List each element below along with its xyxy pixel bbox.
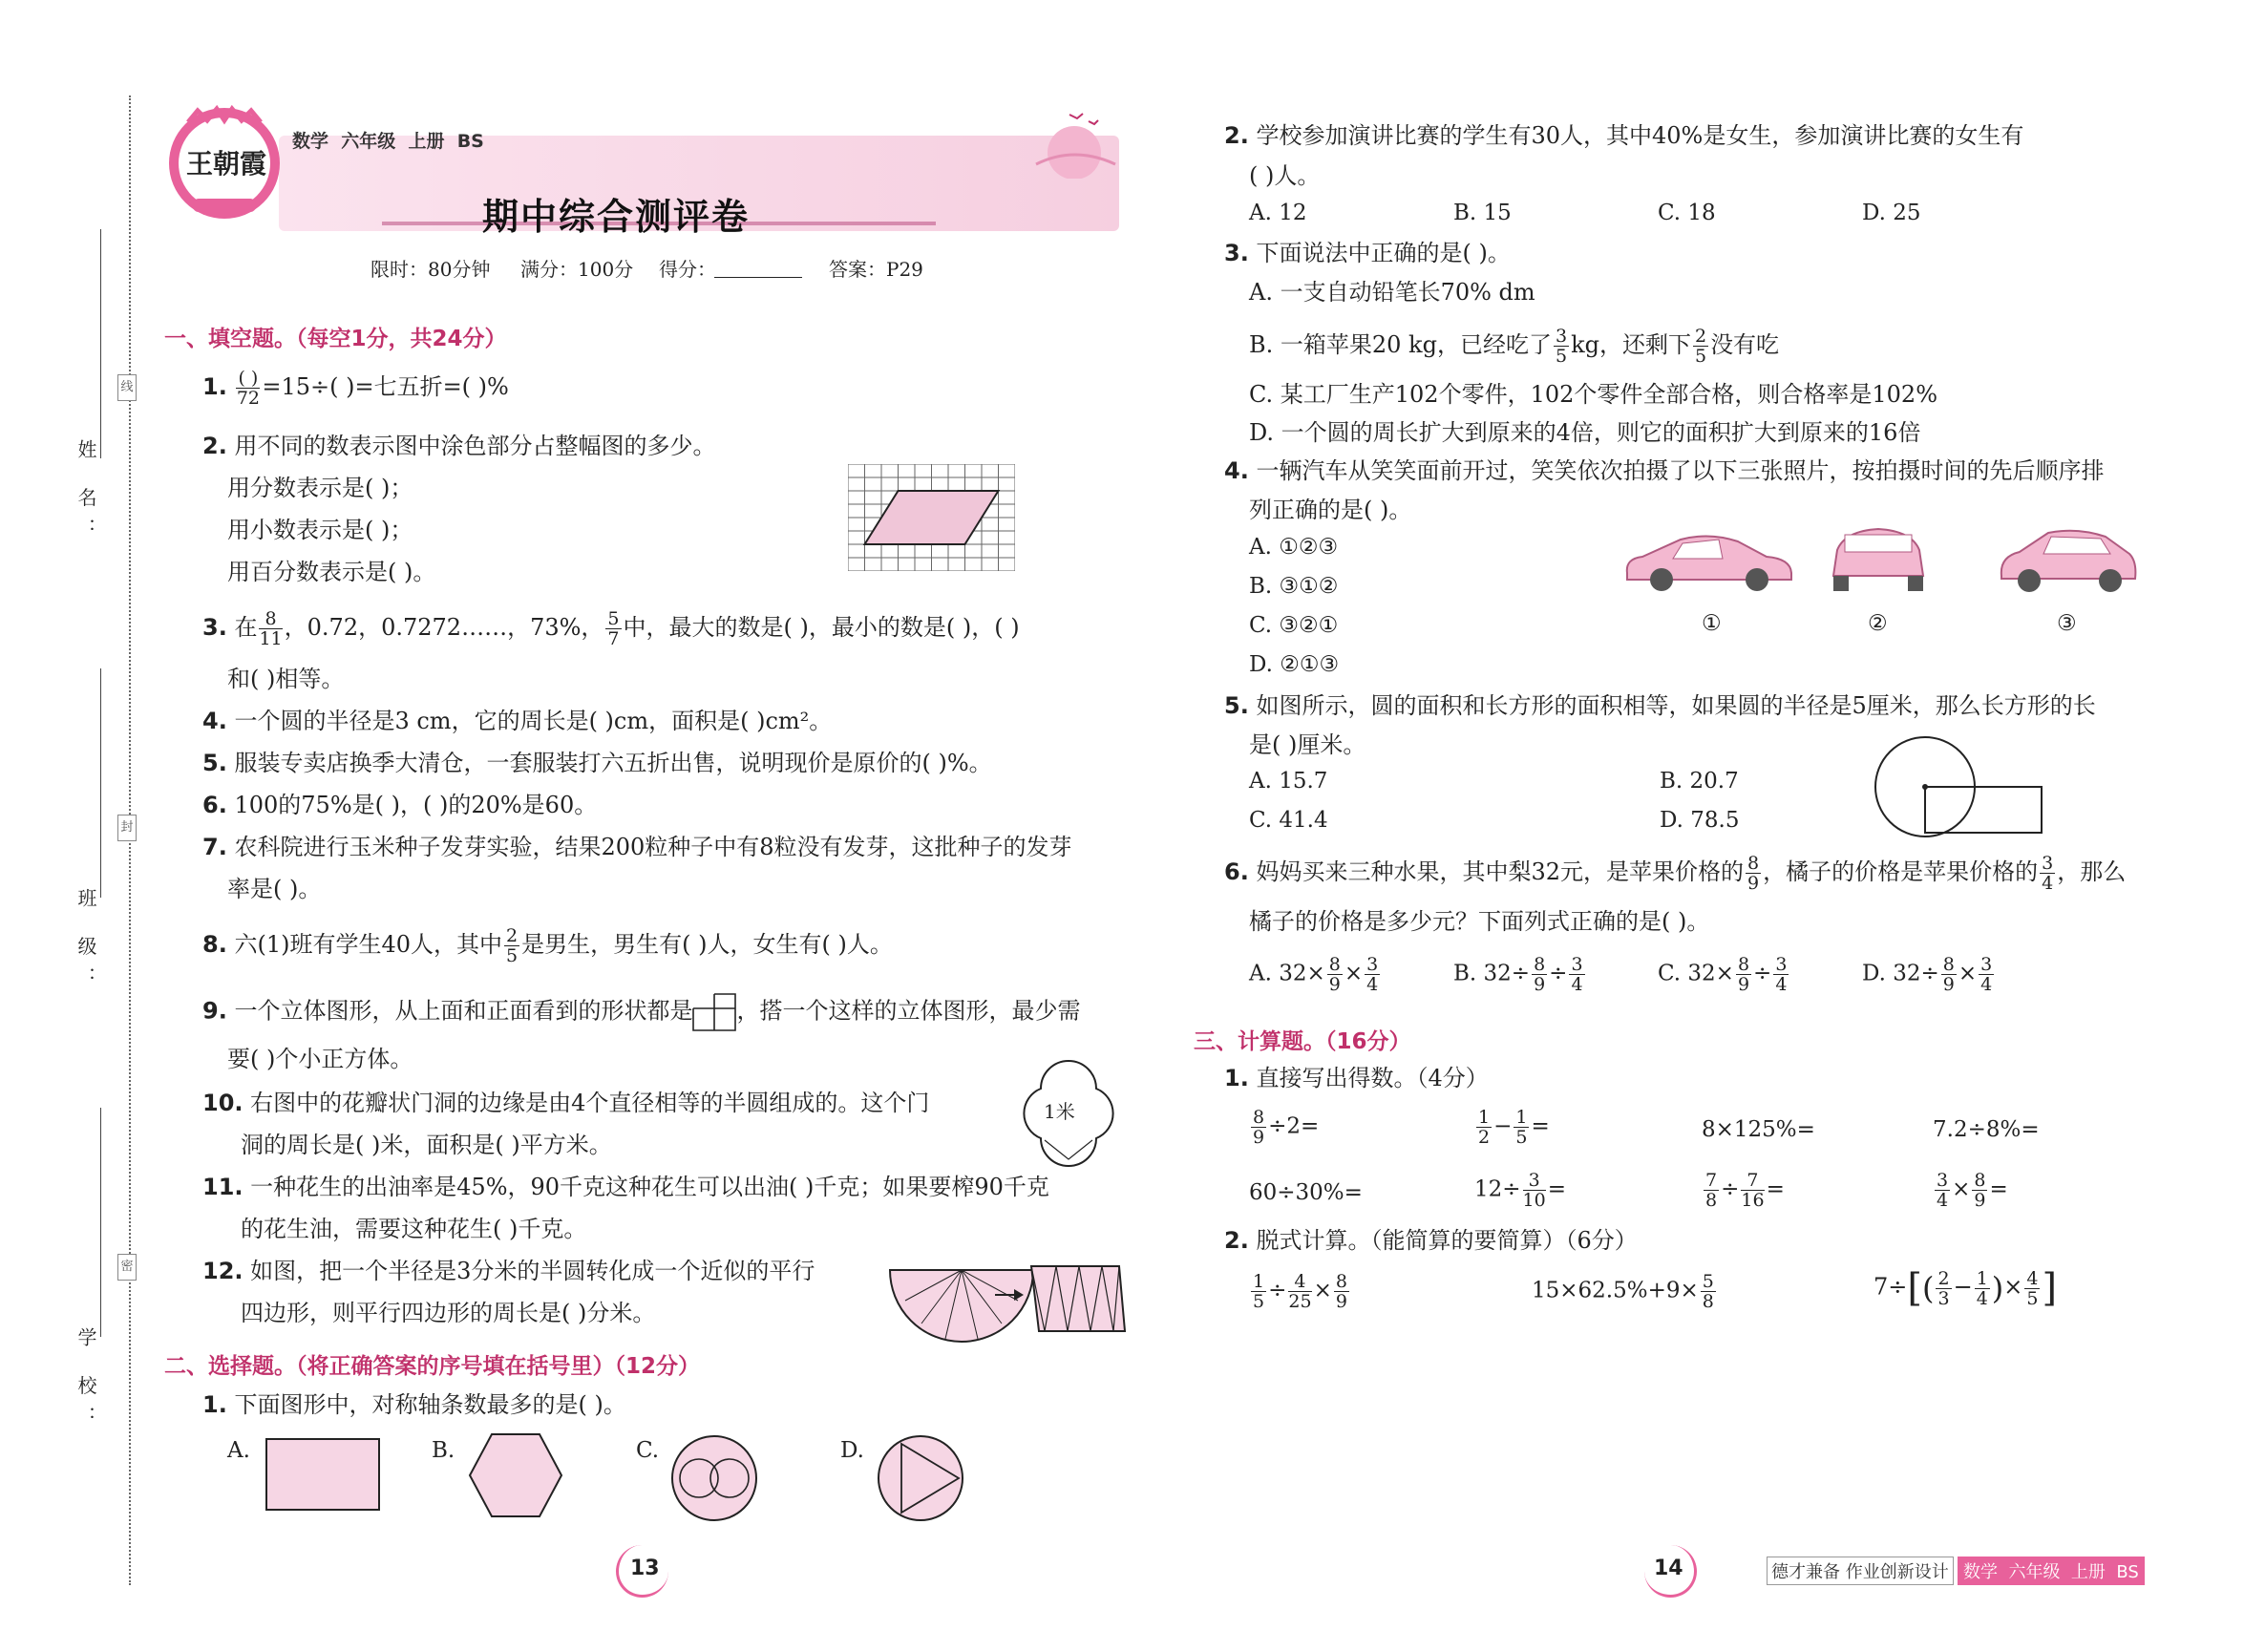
grid-parallelogram-figure xyxy=(848,464,1015,575)
binding-rule-name xyxy=(100,229,101,458)
s2-q3-opt-a[interactable]: A. 一支自动铅笔长70% dm xyxy=(1249,279,1535,306)
info-answer: 答案：P29 xyxy=(829,258,923,281)
hexagon-figure xyxy=(468,1432,563,1522)
page-title: 期中综合测评卷 xyxy=(482,196,751,238)
car-rear-figure xyxy=(1826,523,1931,604)
s2-q4-opt-b[interactable]: B. ③①② xyxy=(1249,574,1339,599)
q12-text: 12. 如图，把一个半径是3分米的半圆转化成一个近似的平行 xyxy=(202,1258,815,1284)
q4-text: 4. 一个圆的半径是3 cm，它的周长是( )cm，面积是( )cm²。 xyxy=(202,708,833,734)
q1-fraction: $\frac{( )}{72}$ xyxy=(236,368,260,409)
flower-label: 1米 xyxy=(1044,1100,1075,1123)
page-number-right: 14 xyxy=(1654,1557,1683,1580)
s2-q2-opt-b[interactable]: B. 15 xyxy=(1453,201,1512,225)
q9-line2: 要( )个小正方体。 xyxy=(227,1046,413,1072)
rectangle-figure xyxy=(265,1438,380,1511)
s2-q4-opt-c[interactable]: C. ③②① xyxy=(1249,613,1339,638)
s2-q1-opt-d[interactable]: D. xyxy=(840,1438,864,1463)
s2-q5-opt-a[interactable]: A. 15.7 xyxy=(1249,769,1328,794)
s2-q5-opt-c[interactable]: C. 41.4 xyxy=(1249,808,1328,833)
s2-q6-opt-b[interactable]: B. 32÷ $\frac{8}{9}$ ÷ $\frac{3}{4}$ xyxy=(1453,954,1583,995)
car-label-1: ① xyxy=(1702,611,1722,636)
s2-q2-line2: ( )人。 xyxy=(1249,162,1321,189)
section3-title: 三、计算题。（16分） xyxy=(1194,1029,1411,1054)
q3-text: 3. 在 $\frac{8}{11}$ ，0.72，0.7272……，73%， $\frac{5}{7}$ 中，最大的数是( )，最小的数是( )，( ) xyxy=(202,608,1020,649)
s2-q5-text: 5. 如图所示，圆的面积和长方形的面积相等，如果圆的半径是5厘米，那么长方形的长 xyxy=(1224,692,2096,719)
car-front-figure xyxy=(1996,523,2139,604)
subject-line: 数学 六年级 上册 BS xyxy=(292,131,484,152)
info-score: 满分：100分 xyxy=(520,258,634,281)
calc-5: 60÷30%= xyxy=(1249,1180,1363,1205)
q1-rest: =15÷( )=七五折=( )% xyxy=(262,373,509,400)
s2-q1-text: 1. 下面图形中，对称轴条数最多的是( )。 xyxy=(202,1391,626,1418)
circle-rectangle-figure xyxy=(1874,735,2045,844)
s2-q1-opt-a[interactable]: A. xyxy=(227,1438,250,1463)
seal-mark-seal: 封 xyxy=(117,815,137,841)
q11-line2: 的花生油，需要这种花生( )千克。 xyxy=(241,1216,587,1242)
s2-q2-opt-c[interactable]: C. 18 xyxy=(1658,201,1716,225)
info-got: 得分： xyxy=(659,258,716,281)
calc-3: 8×125%= xyxy=(1702,1117,1815,1142)
s2-q2-text: 2. 学校参加演讲比赛的学生有30人，其中40%是女生，参加演讲比赛的女生有 xyxy=(1224,122,2024,149)
expr-3: 7÷[( $\frac{2}{3}$ − $\frac{1}{4}$ )× $\frac{4}{5}$ ] xyxy=(1874,1266,2058,1310)
school-label: 学 校： xyxy=(74,1327,97,1437)
q2-line2: 用小数表示是( )； xyxy=(227,517,413,543)
section2-title: 二、选择题。（将正确答案的序号填在括号里）（12分） xyxy=(164,1354,701,1379)
s2-q6-line2: 橘子的价格是多少元？下面列式正确的是( )。 xyxy=(1249,908,1710,935)
q11-text: 11. 一种花生的出油率是45%，90千克这种花生可以出油( )千克；如果要榨90千克 xyxy=(202,1174,1049,1200)
s2-q4-line2: 列正确的是( )。 xyxy=(1249,497,1412,523)
q2-line1: 用分数表示是( )； xyxy=(227,475,413,501)
seal-mark-close: 密 xyxy=(117,1254,137,1281)
circle-with-triangle-figure xyxy=(875,1432,966,1528)
s2-q2-opt-d[interactable]: D. 25 xyxy=(1862,201,1921,225)
s2-q4-opt-d[interactable]: D. ②①③ xyxy=(1249,652,1340,677)
s2-q3-opt-b[interactable]: B. 一箱苹果20 kg，已经吃了 $\frac{3}{5}$ kg，还剩下 $\frac{2}{5}$ 没有吃 xyxy=(1249,326,1780,367)
logo-text: 王朝霞 xyxy=(185,148,266,180)
semicircle-to-parallelogram-figure xyxy=(888,1259,1127,1358)
calc-7: $\frac{7}{8}$ ÷ $\frac{7}{16}$ = xyxy=(1705,1170,1785,1211)
car-label-3: ③ xyxy=(2057,611,2077,636)
q10-line2: 洞的周长是( )米，面积是( )平方米。 xyxy=(241,1132,612,1158)
car-label-2: ② xyxy=(1868,611,1888,636)
calc-4: 7.2÷8%= xyxy=(1933,1117,2040,1142)
s2-q4-text: 4. 一辆汽车从笑笑面前开过，笑笑依次拍摄了以下三张照片，按拍摄时间的先后顺序排 xyxy=(1224,457,2105,484)
q5-text: 5. 服装专卖店换季大清仓，一套服装打六五折出售，说明现价是原价的( )%。 xyxy=(202,750,992,776)
s2-q3-opt-c[interactable]: C. 某工厂生产102个零件，102个零件全部合格，则合格率是102% xyxy=(1249,381,1937,408)
q7-line2: 率是( )。 xyxy=(227,876,322,902)
info-time: 限时：80分钟 xyxy=(370,258,491,281)
score-blank[interactable] xyxy=(714,277,802,278)
header-decoration xyxy=(1031,107,1117,179)
page-number-left: 13 xyxy=(630,1557,660,1580)
expr-2: 15×62.5%+9× $\frac{5}{8}$ xyxy=(1532,1271,1714,1312)
page-number-left-arc xyxy=(616,1545,668,1598)
q12-line2: 四边形，则平行四边形的周长是( )分米。 xyxy=(241,1300,656,1326)
q2-text: 2. 用不同的数表示图中涂色部分占整幅图的多少。 xyxy=(202,433,716,459)
q3-line2: 和( )相等。 xyxy=(227,666,345,692)
q9-text: 9. 一个立体图形，从上面和正面看到的形状都是 ，搭一个这样的立体图形，最少需 xyxy=(202,993,1080,1031)
car-side-figure xyxy=(1623,530,1795,601)
section1-title: 一、填空题。（每空1分，共24分） xyxy=(164,327,507,351)
q7-text: 7. 农科院进行玉米种子发芽实验，结果200粒种子中有8粒没有发芽，这批种子的发芽 xyxy=(202,834,1072,860)
binding-rule-school xyxy=(100,1108,101,1337)
s2-q6-text: 6. 妈妈买来三种水果，其中梨32元，是苹果价格的 $\frac{8}{9}$ ，橘子的价格是苹果价格的 $\frac{3}{4}$ ，那么 xyxy=(1224,853,2127,894)
calc-6: 12÷ $\frac{3}{10}$ = xyxy=(1474,1170,1567,1211)
calc-2: $\frac{1}{2}$ − $\frac{1}{5}$ = xyxy=(1478,1107,1550,1148)
calc-8: $\frac{3}{4}$ × $\frac{8}{9}$ = xyxy=(1937,1170,2008,1211)
s2-q6-opt-c[interactable]: C. 32× $\frac{8}{9}$ ÷ $\frac{3}{4}$ xyxy=(1658,954,1788,995)
q1-num: 1. xyxy=(202,373,227,400)
binding-rule-class xyxy=(100,668,101,898)
q2-line3: 用百分数表示是( )。 xyxy=(227,559,436,585)
q10-text: 10. 右图中的花瓣状门洞的边缘是由4个直径相等的半圆组成的。这个门 xyxy=(202,1090,930,1116)
s3-q1-text: 1. 直接写出得数。（4分） xyxy=(1224,1065,1489,1091)
s2-q5-line2: 是( )厘米。 xyxy=(1249,731,1366,758)
s2-q5-opt-b[interactable]: B. 20.7 xyxy=(1660,769,1739,794)
s2-q5-opt-d[interactable]: D. 78.5 xyxy=(1660,808,1740,833)
s2-q4-opt-a[interactable]: A. ①②③ xyxy=(1249,535,1339,560)
s3-q2-text: 2. 脱式计算。（能简算的要简算）（6分） xyxy=(1224,1227,1638,1254)
s2-q3-opt-d[interactable]: D. 一个圆的周长扩大到原来的4倍，则它的面积扩大到原来的16倍 xyxy=(1249,419,1921,446)
q1-fill xyxy=(202,369,509,408)
two-squares-figure xyxy=(692,993,736,1031)
s2-q1-opt-b[interactable]: B. xyxy=(432,1438,455,1463)
footer-brand-tag: 数学 六年级 上册 BS xyxy=(1958,1557,2145,1585)
q8-text: 8. 六(1)班有学生40人，其中 $\frac{2}{5}$ 是男生，男生有( )人，女生有( )人。 xyxy=(202,925,893,966)
s2-q6-opt-d[interactable]: D. 32÷ $\frac{8}{9}$ × $\frac{3}{4}$ xyxy=(1862,954,1993,995)
s2-q2-opt-a[interactable]: A. 12 xyxy=(1249,201,1307,225)
s2-q6-opt-a[interactable]: A. 32× $\frac{8}{9}$ × $\frac{3}{4}$ xyxy=(1249,954,1379,995)
s2-q1-opt-c[interactable]: C. xyxy=(636,1438,660,1463)
page-number-right-arc xyxy=(1644,1545,1697,1598)
q6-text: 6. 100的75%是( )，( )的20%是60。 xyxy=(202,792,598,818)
s2-q3-text: 3. 下面说法中正确的是( )。 xyxy=(1224,240,1511,266)
class-label: 班 级： xyxy=(74,888,97,998)
expr-1: $\frac{1}{5}$ ÷ $\frac{4}{25}$ × $\frac{8}{9}$ xyxy=(1253,1271,1347,1312)
footer-brand: 德才兼备 作业创新设计 xyxy=(1767,1557,1954,1585)
circle-with-two-circles-figure xyxy=(668,1432,760,1528)
name-label: 姓 名： xyxy=(74,439,97,549)
seal-mark-line: 线 xyxy=(117,374,137,401)
calc-1: $\frac{8}{9}$ ÷2= xyxy=(1253,1107,1320,1148)
